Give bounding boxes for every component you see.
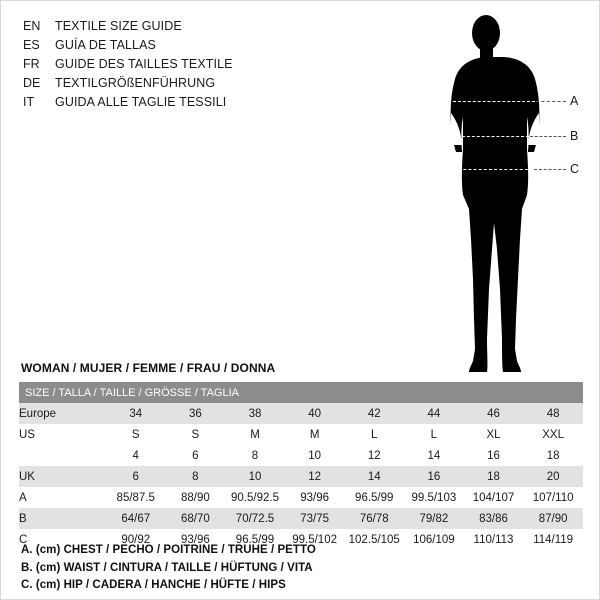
callout-label-b: B: [570, 129, 579, 143]
cell: 18: [464, 466, 524, 487]
cell: 44: [404, 403, 464, 424]
language-row: [23, 55, 353, 74]
cell: 79/82: [404, 508, 464, 529]
row-label: [19, 445, 106, 466]
hip-measure-line: [453, 169, 533, 170]
callout-label-a: A: [570, 94, 579, 108]
row-label: A: [19, 487, 106, 508]
cell: 73/75: [285, 508, 345, 529]
cell: 10: [285, 445, 345, 466]
table-row: [19, 487, 583, 508]
cell: 42: [344, 403, 404, 424]
cell: XL: [464, 424, 524, 445]
hip-leader-line: [534, 169, 566, 170]
note-hip: C. (cm) HIP / CADERA / HANCHE / HÜFTE / HIPS: [21, 579, 286, 591]
cell: 12: [344, 445, 404, 466]
cell: 16: [464, 445, 524, 466]
cell: 10: [225, 466, 285, 487]
chest-measure-line: [453, 101, 535, 102]
woman-silhouette-icon: [401, 9, 600, 379]
cell: 110/113: [464, 529, 524, 550]
note-waist: B. (cm) WAIST / CINTURA / TAILLE / HÜFTUNG / VITA: [21, 561, 313, 574]
language-row: [23, 17, 353, 36]
language-title: GUIDA ALLE TAGLIE TESSILI: [55, 95, 227, 109]
cell: 76/78: [344, 508, 404, 529]
cell: 96.5/99: [225, 529, 285, 550]
chest-leader-line: [536, 101, 566, 102]
cell: 93/96: [285, 487, 345, 508]
cell: 8: [166, 466, 226, 487]
row-label: B: [19, 508, 106, 529]
cell: 93/96: [166, 529, 226, 550]
table-header-label: SIZE / TALLA / TAILLE / GRÖSSE / TAGLIA: [19, 382, 583, 403]
cell: M: [285, 424, 345, 445]
callout-label-c: C: [570, 162, 580, 176]
cell: 14: [344, 466, 404, 487]
cell: 8: [225, 445, 285, 466]
cell: 68/70: [166, 508, 226, 529]
cell: 114/119: [523, 529, 583, 550]
cell: 88/90: [166, 487, 226, 508]
language-row: [23, 93, 353, 112]
row-label: Europe: [19, 403, 106, 424]
cell: 6: [166, 445, 226, 466]
language-header-block: [23, 17, 353, 112]
language-code: IT: [23, 95, 35, 109]
cell: 4: [106, 445, 166, 466]
note-chest: A. (cm) CHEST / PECHO / POITRINE / TRUHE / PETTO: [21, 544, 316, 556]
cell: S: [166, 424, 226, 445]
language-title: TEXTILE SIZE GUIDE: [55, 19, 182, 33]
table-row: [19, 424, 583, 445]
table-caption: WOMAN / MUJER / FEMME / FRAU / DONNA: [21, 361, 276, 375]
cell: 102.5/105: [344, 529, 404, 550]
table-header-row: [19, 382, 583, 403]
language-row: [23, 74, 353, 93]
language-code: DE: [23, 76, 41, 90]
cell: 6: [106, 466, 166, 487]
cell: 90.5/92.5: [225, 487, 285, 508]
cell: 46: [464, 403, 524, 424]
cell: 85/87.5: [106, 487, 166, 508]
cell: 83/86: [464, 508, 524, 529]
language-title: GUÍA DE TALLAS: [55, 38, 156, 52]
cell: 18: [523, 445, 583, 466]
cell: 16: [404, 466, 464, 487]
cell: 64/67: [106, 508, 166, 529]
language-code: ES: [23, 38, 40, 52]
cell: L: [344, 424, 404, 445]
cell: L: [404, 424, 464, 445]
waist-leader-line: [530, 136, 566, 137]
table-row: [19, 466, 583, 487]
cell: 99.5/103: [404, 487, 464, 508]
cell: 36: [166, 403, 226, 424]
cell: 99.5/102: [285, 529, 345, 550]
cell: 90/92: [106, 529, 166, 550]
cell: 38: [225, 403, 285, 424]
language-row: [23, 36, 353, 55]
table-row: [19, 508, 583, 529]
table-row: [19, 445, 583, 466]
cell: 70/72.5: [225, 508, 285, 529]
cell: 40: [285, 403, 345, 424]
cell: 106/109: [404, 529, 464, 550]
row-label: US: [19, 424, 106, 445]
cell: XXL: [523, 424, 583, 445]
cell: M: [225, 424, 285, 445]
cell: 96.5/99: [344, 487, 404, 508]
language-code: EN: [23, 19, 41, 33]
language-title: TEXTILGRÖßENFÜHRUNG: [55, 76, 216, 90]
waist-measure-line: [457, 136, 529, 137]
measurement-notes: [21, 542, 581, 595]
cell: 14: [404, 445, 464, 466]
language-code: FR: [23, 57, 40, 71]
language-title: GUIDE DES TAILLES TEXTILE: [55, 57, 233, 71]
size-table: [19, 382, 583, 550]
cell: S: [106, 424, 166, 445]
cell: 107/110: [523, 487, 583, 508]
cell: 20: [523, 466, 583, 487]
body-figure: [401, 9, 600, 379]
table-row: [19, 403, 583, 424]
cell: 12: [285, 466, 345, 487]
cell: 34: [106, 403, 166, 424]
cell: 87/90: [523, 508, 583, 529]
cell: 48: [523, 403, 583, 424]
row-label: UK: [19, 466, 106, 487]
row-label: C: [19, 529, 106, 550]
cell: 104/107: [464, 487, 524, 508]
